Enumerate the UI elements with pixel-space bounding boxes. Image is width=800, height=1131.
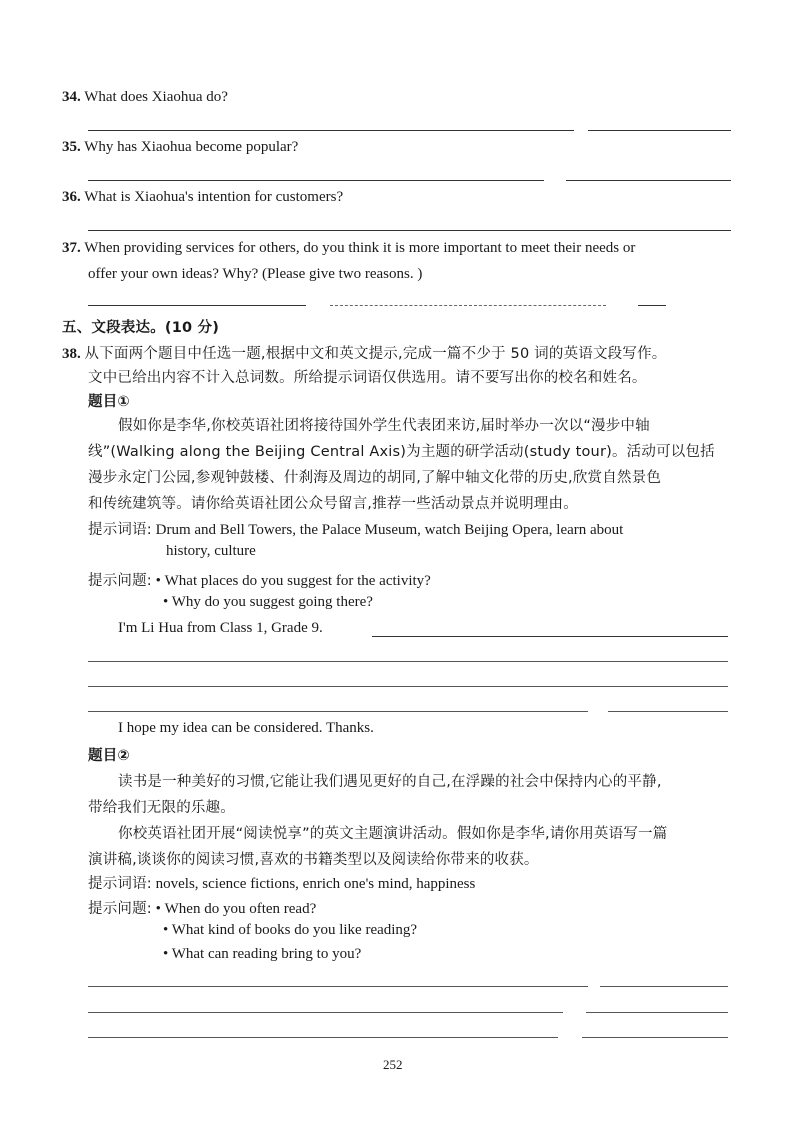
writing-line[interactable] — [88, 986, 588, 987]
question-37-line2: offer your own ideas? Why? (Please give two reasons. ) — [88, 266, 423, 282]
topic-2-hint-questions — [88, 897, 316, 918]
question-text: Why has Xiaohua become popular? — [84, 139, 299, 155]
writing-line[interactable] — [372, 636, 728, 637]
topic-2-paragraph: 演讲稿,谈谈你的阅读习惯,喜欢的书籍类型以及阅读给你带来的收获。 — [88, 852, 539, 868]
question-number: 38. — [62, 346, 81, 362]
topic-2-paragraph: 带给我们无限的乐趣。 — [88, 800, 235, 816]
topic-2-paragraph: 你校英语社团开展“阅读悦享”的英文主题演讲活动。假如你是李华,请你用英语写一篇 — [118, 826, 668, 842]
hint-words-cont: history, culture — [166, 543, 256, 559]
question-38-line2: 文中已给出内容不计入总词数。所给提示词语仅供选用。请不要写出你的校名和姓名。 — [88, 370, 647, 386]
topic-1-paragraph: 线”(Walking along the Beijing Central Axis)为主题的研学活动(study tour)。活动可以包括 — [88, 444, 715, 460]
question-37 — [62, 240, 635, 257]
hint-words: Drum and Bell Towers, the Palace Museum, watch Beijing Opera, learn about — [155, 522, 624, 538]
hint-questions-label: 提示问题: — [88, 901, 152, 917]
hint-words: novels, science fictions, enrich one's mind, happiness — [155, 876, 476, 892]
hint-question: • Why do you suggest going there? — [163, 594, 373, 610]
question-text: What is Xiaohua's intention for customers? — [84, 189, 344, 205]
answer-line[interactable] — [88, 130, 574, 131]
answer-line[interactable] — [330, 305, 606, 306]
question-34 — [62, 89, 228, 106]
question-35 — [62, 139, 298, 156]
question-number: 34. — [62, 89, 81, 105]
writing-line[interactable] — [88, 1037, 558, 1038]
section-title: 五、文段表达。(10 分) — [62, 320, 220, 336]
essay-end: I hope my idea can be considered. Thanks. — [118, 720, 374, 736]
writing-line[interactable] — [88, 661, 728, 662]
hint-question: • When do you often read? — [155, 901, 317, 917]
writing-line[interactable] — [582, 1037, 728, 1038]
question-38 — [62, 342, 666, 363]
answer-line[interactable] — [88, 305, 306, 306]
topic-1-hint-words — [88, 518, 623, 539]
hint-question: • What places do you suggest for the activity? — [155, 573, 431, 589]
question-text: What does Xiaohua do? — [84, 89, 228, 105]
topic-2-label: 题目② — [88, 748, 130, 764]
hint-questions-label: 提示问题: — [88, 573, 152, 589]
hint-question: • What can reading bring to you? — [163, 946, 362, 962]
writing-line[interactable] — [88, 711, 588, 712]
question-36 — [62, 189, 343, 206]
answer-line[interactable] — [88, 180, 544, 181]
hint-words-label: 提示词语: — [88, 876, 152, 892]
topic-2-paragraph: 读书是一种美好的习惯,它能让我们遇见更好的自己,在浮躁的社会中保持内心的平静, — [118, 774, 662, 790]
question-number: 36. — [62, 189, 81, 205]
topic-1-paragraph: 假如你是李华,你校英语社团将接待国外学生代表团来访,届时举办一次以“漫步中轴 — [118, 418, 650, 434]
answer-line[interactable] — [588, 130, 731, 131]
topic-2-hint-words — [88, 872, 475, 893]
writing-line[interactable] — [608, 711, 728, 712]
essay-start: I'm Li Hua from Class 1, Grade 9. — [118, 620, 323, 636]
question-text: 从下面两个题目中任选一题,根据中文和英文提示,完成一篇不少于 50 词的英语文段写作。 — [84, 346, 667, 362]
topic-1-paragraph: 和传统建筑等。请你给英语社团公众号留言,推荐一些活动景点并说明理由。 — [88, 496, 578, 512]
writing-line[interactable] — [88, 1012, 563, 1013]
question-text: When providing services for others, do you think it is more important to meet their needs or — [84, 240, 636, 256]
topic-1-paragraph: 漫步永定门公园,参观钟鼓楼、什刹海及周边的胡同,了解中轴文化带的历史,欣赏自然景色 — [88, 470, 662, 486]
question-number: 37. — [62, 240, 81, 256]
topic-1-label: 题目① — [88, 394, 130, 410]
hint-words-label: 提示词语: — [88, 522, 152, 538]
writing-line[interactable] — [600, 986, 728, 987]
answer-line[interactable] — [88, 230, 731, 231]
answer-line[interactable] — [566, 180, 731, 181]
question-number: 35. — [62, 139, 81, 155]
writing-line[interactable] — [586, 1012, 728, 1013]
answer-line[interactable] — [638, 305, 666, 306]
page-number: 252 — [383, 1057, 403, 1072]
writing-line[interactable] — [88, 686, 728, 687]
hint-question: • What kind of books do you like reading? — [163, 922, 418, 938]
topic-1-hint-questions — [88, 569, 431, 590]
